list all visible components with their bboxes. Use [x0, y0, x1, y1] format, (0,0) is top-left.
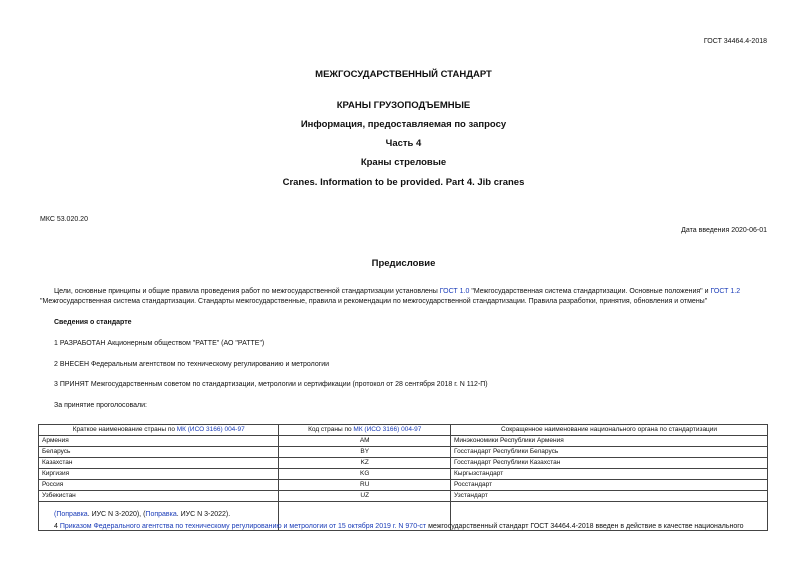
item-4-number: 4 [54, 523, 60, 530]
preface-text-start: Цели, основные принципы и общие правила проведения работ по межгосударственной стандартизации установлены [54, 288, 440, 295]
country-code: UZ [279, 491, 451, 502]
country-code: KG [279, 469, 451, 480]
country-name: Узбекистан [39, 491, 279, 502]
country-code: AM [279, 436, 451, 447]
document-subtitle: Информация, предоставляемая по запросу [300, 119, 507, 130]
table-row [39, 447, 768, 458]
mk-iso-link[interactable]: МК (ИСО 3166) 004-97 [353, 426, 422, 433]
amend-open: ( [54, 511, 57, 518]
preface-text-mid: "Межгосударственная система стандартизации. Основные положения" и [469, 288, 711, 295]
part-name: Краны стреловые [360, 157, 447, 168]
info-item-4 [54, 523, 744, 530]
table-row [39, 458, 768, 469]
item-4-text: межгосударственный стандарт ГОСТ 34464.4-2018 введен в действие в качестве национального [426, 523, 744, 530]
table-row [39, 436, 768, 447]
preface-text-end: "Межгосударственная система стандартизации. Стандарты межгосударственные, правила и рекомендации по межгосударственной стандартизации. Правила разработки, принятия, обновления и отмены" [40, 298, 708, 305]
mks-code: МКС 53.020.20 [40, 216, 88, 223]
national-body: Минэкономики Республики Армения [450, 436, 767, 447]
gost-1-0-link[interactable]: ГОСТ 1.0 [439, 288, 470, 295]
amendments-line [54, 511, 230, 518]
header-country-code [279, 425, 451, 436]
header-text: Сокращенное наименование национального органа по стандартизации [500, 426, 718, 433]
table-row [39, 480, 768, 491]
order-link[interactable]: Приказом Федерального агентства по техническому регулированию и метрологии от 15 октября 2019 г. N 970-ст [59, 523, 427, 530]
national-body: Госстандарт Республики Казахстан [450, 458, 767, 469]
preface-heading: Предисловие [371, 258, 436, 269]
national-body: Росстандарт [450, 480, 767, 491]
national-body: Госстандарт Республики Беларусь [450, 447, 767, 458]
intro-date: Дата введения 2020-06-01 [681, 227, 767, 234]
table-row [39, 491, 768, 502]
preface-paragraph [40, 287, 770, 307]
country-name: Армения [39, 436, 279, 447]
voted-label: За принятие проголосовали: [54, 402, 147, 409]
standard-type-heading: МЕЖГОСУДАРСТВЕННЫЙ СТАНДАРТ [315, 69, 492, 80]
standard-info-heading: Сведения о стандарте [54, 319, 132, 326]
amendment-2-text: . ИУС N 3-2022). [176, 511, 231, 518]
info-item-1: 1 РАЗРАБОТАН Акционерным обществом "РАТТЕ" (АО "РАТТЕ") [54, 340, 265, 347]
header-national-body [450, 425, 767, 436]
country-name: Россия [39, 480, 279, 491]
header-text: Код страны по [308, 426, 354, 433]
mk-iso-link[interactable]: МК (ИСО 3166) 004-97 [176, 426, 245, 433]
table-row [39, 469, 768, 480]
header-country-name [39, 425, 279, 436]
country-name: Киргизия [39, 469, 279, 480]
country-name: Казахстан [39, 458, 279, 469]
document-title: КРАНЫ ГРУЗОПОДЪЕМНЫЕ [336, 100, 471, 111]
part-number: Часть 4 [385, 138, 422, 149]
country-code: BY [279, 447, 451, 458]
amendment-1-link[interactable]: Поправка [56, 511, 88, 518]
header-text: Краткое наименование страны по [72, 426, 177, 433]
gost-1-2-link[interactable]: ГОСТ 1.2 [710, 288, 741, 295]
country-code: RU [279, 480, 451, 491]
info-item-3: 3 ПРИНЯТ Межгосударственным советом по стандартизации, метрологии и сертификации (протокол от 28 сентября 2018 г. N 112-П) [54, 381, 488, 388]
english-title: Cranes. Information to be provided. Part 4. Jib cranes [282, 177, 525, 188]
country-code: KZ [279, 458, 451, 469]
country-name: Беларусь [39, 447, 279, 458]
national-body: Узстандарт [450, 491, 767, 502]
info-item-2: 2 ВНЕСЕН Федеральным агентством по техническому регулированию и метрологии [54, 361, 330, 368]
amendment-2-link[interactable]: Поправка [145, 511, 177, 518]
document-code: ГОСТ 34464.4-2018 [703, 38, 767, 45]
national-body: Кыргызстандарт [450, 469, 767, 480]
amendment-1-text: . ИУС N 3-2020), ( [87, 511, 146, 518]
table-header-row [39, 425, 768, 436]
